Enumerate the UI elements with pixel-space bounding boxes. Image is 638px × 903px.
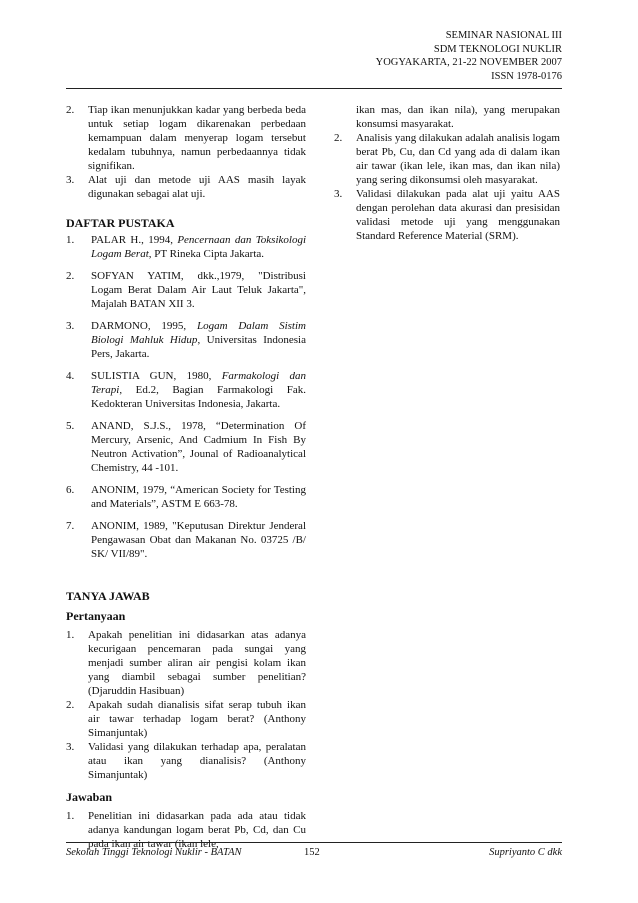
list-item: 3. Alat uji dan metode uji AAS masih layak digunakan sebagai alat uji.: [66, 174, 306, 200]
answer-item: 3. Validasi dilakukan pada alat uji yaitu AAS dengan perolehan data akurasi dan presisidan validasi metode uji yang menggunakan Standard Reference Material (SRM).: [334, 188, 560, 242]
page-footer: [66, 847, 562, 861]
conclusion-list: [66, 103, 306, 201]
reference-item: 3. DARMONO, 1995, Logam Dalam Sistim Biologi Mahluk Hidup, Universitas Indonesia Pers, Jakarta.: [66, 320, 306, 360]
question-list: [66, 628, 306, 782]
answer-item: 2. Analisis yang dilakukan adalah analisis logam berat Pb, Cu, dan Cd yang ada di dalam ikan air tawar (ikan lele, ikan mas, dan ikan nila) yang sering dikonsumsi oleh masyarakat.: [334, 132, 560, 186]
question-item: 3. Validasi yang dilakukan terhadap apa, peralatan atau ikan yang dianalisis? (Anthony Simanjuntak): [66, 741, 306, 781]
answers-heading: Jawaban: [66, 790, 113, 804]
left-column: [66, 103, 306, 851]
reference-item: 2. SOFYAN YATIM, dkk.,1979, "Distribusi Logam Berat Dalam Air Laut Teluk Jakarta", Majalah BATAN XII 3.: [66, 270, 306, 310]
header-rule: [66, 88, 562, 89]
reference-item: 7. ANONIM, 1989, "Keputusan Direktur Jenderal Pengawasan Obat dan Makanan No. 03725 /B/ SK/ VII/89".: [66, 520, 306, 560]
questions-heading: Pertanyaan: [66, 609, 126, 623]
seminar-subtitle: SDM TEKNOLOGI NUKLIR: [433, 43, 562, 55]
list-item: 2. Tiap ikan menunjukkan kadar yang berbeda beda untuk setiap logam dikarenakan perbedaan kemampuan dalam menyerap logam tersebut kedalam tubuhnya, namun perbedaannya tidak signifikan.: [66, 104, 306, 172]
answer-item: 1. Penelitian ini didasarkan pada ada atau tidak adanya kandungan logam berat Pb, Cd, dan Cu pada ikan air tawar (ikan lele,: [66, 810, 306, 850]
question-item: 2. Apakah sudah dianalisis sifat serap tubuh ikan air tawar terhadap logam berat? (Anthony Simanjuntak): [66, 699, 306, 739]
answer-continuation: ikan mas, dan ikan nila), yang merupakan konsumsi masyarakat.: [356, 104, 560, 130]
footer-authors: Supriyanto C dkk: [489, 847, 562, 858]
issn: ISSN 1978-0176: [491, 70, 562, 82]
seminar-title: SEMINAR NASIONAL III: [445, 30, 562, 41]
footer-rule: [66, 842, 562, 843]
qa-heading: TANYA JAWAB: [66, 589, 150, 603]
question-item: 1. Apakah penelitian ini didasarkan atas adanya kecurigaan pencemaran pada sungai yang menjadi sumber aliran air pengisi kolam ikan yang diambil sebagai sumber penelitian? (Djaruddin Hasibuan): [66, 629, 306, 697]
reference-list: [66, 233, 306, 561]
answer-list-left: [66, 809, 306, 851]
right-column: [334, 103, 560, 243]
reference-item: 4. SULISTIA GUN, 1980, Farmakologi dan Terapi, Ed.2, Bagian Farmakologi Fak. Kedokteran Universitas Indonesia, Jakarta.: [66, 370, 306, 410]
page-number: 152: [304, 847, 320, 858]
answer-list-right: [334, 131, 560, 243]
references-heading: DAFTAR PUSTAKA: [66, 216, 175, 230]
reference-item: 1. PALAR H., 1994, Pencernaan dan Toksikologi Logam Berat, PT Rineka Cipta Jakarta.: [66, 234, 307, 260]
reference-item: 6. ANONIM, 1979, “American Society for Testing and Materials”, ASTM E 663-78.: [66, 484, 306, 510]
page-header: [376, 29, 562, 83]
reference-item: 5. ANAND, S.J.S., 1978, “Determination Of Mercury, Arsenic, And Cadmium In Fish By Neutron Activation”, Jounal of Radioanalytical Chemistry, 44 -101.: [66, 420, 306, 474]
footer-institution: Sekolah Tinggi Teknologi Nuklir - BATAN: [66, 847, 242, 858]
seminar-date: YOGYAKARTA, 21-22 NOVEMBER 2007: [375, 57, 562, 68]
